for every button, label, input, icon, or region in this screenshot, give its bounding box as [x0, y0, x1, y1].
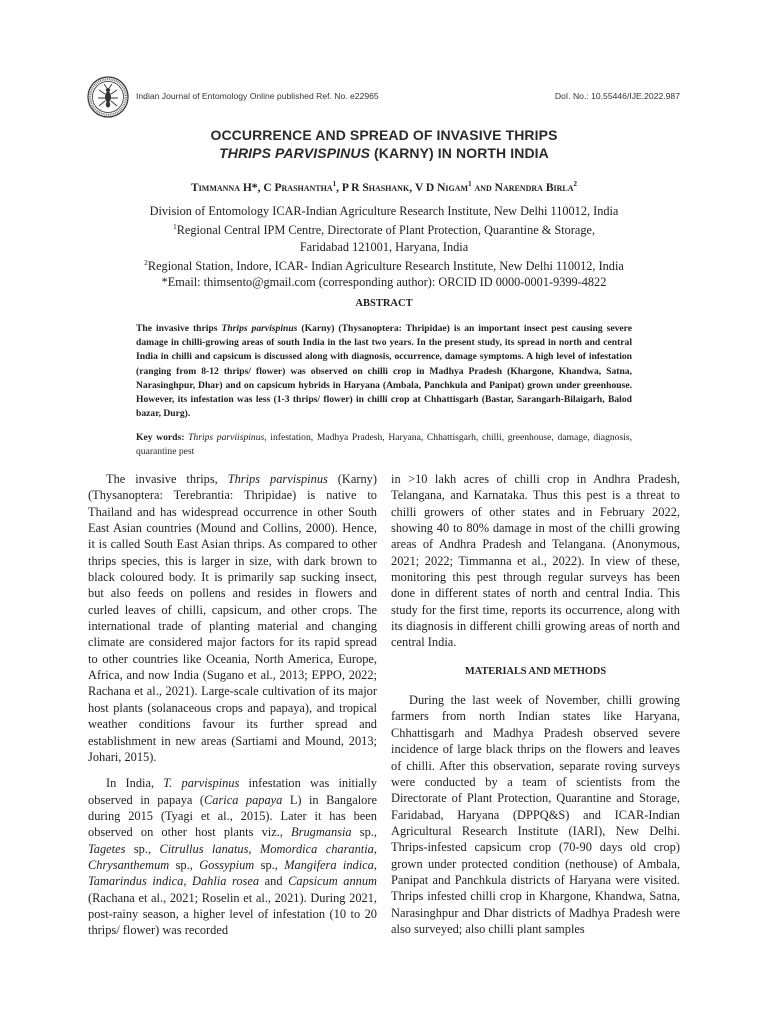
- section-heading-materials-methods: MATERIALS AND METHODS: [464, 665, 607, 677]
- author-0: Timmanna H*: [190, 181, 258, 194]
- author-2: P R Shashank: [341, 181, 410, 194]
- text-run: infestation was initially observed in papaya (: [88, 776, 377, 807]
- text-run: sp.,: [169, 857, 200, 872]
- text-run: (Rachana et al., 2021; Roselin et al., 2021). During 2021, post-rainy season, a higher level of infestation (10 to 20 thrips/ flower) was recorded: [88, 890, 377, 938]
- journal-reference: Indian Journal of Entomology Online published Ref. No. e22965: [136, 91, 379, 101]
- doi-number: DoI. No.: 10.55446/IJE.2022.987: [554, 91, 680, 101]
- keywords-label: Key words:: [136, 432, 185, 443]
- title-line-2: [0, 144, 768, 162]
- italic-species-name: Brugmansia: [291, 825, 352, 840]
- italic-species-name: Capsicum annum: [288, 874, 377, 889]
- text-run: ,: [183, 874, 192, 889]
- author-1: C Prashantha: [263, 181, 333, 194]
- text-run: (Karny) (Thysanoptera: Terebrantia: Thripidae) is native to Thailand and has widespread occurrence in other South East Asian countries (Mound and Collins, 2000). Hence, it is called South East Asian thrips. As compared to other thrips species, this is larger in size, with dark brown to black coloured body. It is primarily sap sucking insect, but also feeds on pollens and resides in flowers and curled leaves of chilli, capsicum, and other crops. The international trade of planting material and changing climate are considered major factors for its rapid spread to other countries like Oceania, North America, Europe, Africa, and now India (Sugano et al., 2013; EPPO, 2022; Rachana et al., 2021). Large-scale cultivation of its major host plants (solanaceous crops and papaya), and tropical weather conditions favour its further spread and establishment in new areas (Sartiami and Mound, 2013; Johari, 2015).: [88, 472, 377, 764]
- italic-species-name: Mangifera indica: [284, 857, 374, 872]
- text-run: L) in Bangalore during 2015 (Tyagi et al., 2015). Later it has been observed on other host plants viz.,: [88, 792, 378, 840]
- paper-title: [0, 126, 768, 162]
- title-line-2-rest: (KARNY) IN NORTH INDIA: [370, 145, 549, 161]
- text-run: sp.,: [125, 841, 160, 856]
- affiliation-1-cont: Faridabad 121001, Haryana, India: [299, 239, 469, 254]
- text-run: and: [259, 874, 289, 889]
- author-3-sup: 1: [468, 180, 472, 188]
- intro-paragraph-2: [88, 775, 377, 938]
- author-list: Timmanna H*, C Prashantha$^1$, P R Shashank, V D Nigam$^1$ and Narendra Birla$^2$: [190, 180, 578, 194]
- intro-paragraph-3: in >10 lakh acres of chilli crop in Andhra Pradesh, Telangana, and Karnataka. Thus this pest is a threat to chilli growers of other states and in February 2022, showing 40 to 80% damage in most of the chilli growing areas of Andhra Pradesh and Telangana. (Anonymous, 2021; 2022; Timmanna et al., 2022). In view of these, monitoring this pest through regular surveys has been done in different states of north and central India. This study for the first time, reports its occurrence, along with its diagnosis in different chilli growing areas of north and central India.: [391, 472, 680, 650]
- italic-species-name: T. parvispinus: [163, 776, 240, 791]
- methods-paragraph-1: During the last week of November, chilli growing farmers from north Indian states like Haryana, Chhattisgarh and Madhya Pradesh observed severe incidence of large black thrips on the flowers and leaves of chilli. After this observation, separate roving surveys were conducted by a team of scientists from the Directorate of Plant Protection, Quarantine and Storage, Faridabad, Haryana (DPPQ&S) and ICAR-Indian Agricultural Research Institute (IARI), New Delhi. Thrips-infested capsicum crop (70-90 days old crop) grown under protected condition (nethouse) of Ambala, Panipat and Panchkula districts of Haryana were visited. Thrips infested chilli crop in Khargone, Khandwa, Satna, Narasinghpur and Dhar districts of Madhya Pradesh were also surveyed; also chilli plant samples: [391, 693, 680, 936]
- author-4: Narendra Birla: [494, 181, 574, 194]
- keywords: Key words: Thrips parviispinus, infestation, Madhya Pradesh, Haryana, Chhattisgarh, chilli, greenhouse, damage, diagnosis, quarantine pest: [136, 432, 632, 457]
- italic-species-name: Carica papaya: [203, 792, 283, 807]
- abstract-text: The invasive thrips Thrips parvispinus (Karny) (Thysanoptera: Thripidae) is an important insect pest causing severe damage in chilli-growing areas of south India in the last two years. In the present study, its spread in north and central India in chilli and capsicum is discussed along with diagnosis, occurrence, damage symptoms. A high level of infestation (ranging from 8-12 thrips/ flower) was observed on chilli crop in Madhya Pradesh (Khargone, Khandwa, Satna, Narasinghpur, Dhar) and on capsicum hybrids in Haryana (Ambala, Panchkula and Panipat) grown under greenhouse. However, its infestation was less (1-3 thrips/ flower) in chilli crop at Chhattisgarh (Bastar, Sarangarh-Bilaigarh, Balod bazar, Durg).: [136, 323, 633, 420]
- affiliations: [0, 203, 768, 290]
- text-run: The invasive thrips,: [106, 472, 228, 486]
- title-species-name: THRIPS PARVISPINUS: [219, 145, 371, 161]
- entomology-society-seal-icon: [87, 76, 129, 118]
- text-run: sp.,: [254, 857, 285, 872]
- affiliation-2: $^2$Regional Station, Indore, ICAR- Indian Agriculture Research Institute, New Delhi 110012, India: [144, 257, 624, 273]
- affiliation-1: $^1$Regional Central IPM Centre, Directorate of Plant Protection, Quarantine & Storage,: [172, 222, 596, 238]
- author-3: V D Nigam: [414, 181, 469, 194]
- italic-species-name: Citrullus lanatus: [159, 841, 249, 856]
- author-4-sup: 2: [573, 180, 578, 188]
- corresponding-email: *Email: thimsento@gmail.com (corresponding author): ORCID ID 0000-0001-9399-4822: [161, 275, 607, 289]
- italic-species-name: Gossypium: [199, 857, 255, 872]
- body-column-right: [391, 471, 680, 937]
- italic-species-name: Dahlia rosea: [192, 874, 260, 889]
- author-1-sup: 1: [332, 180, 337, 188]
- italic-species-name: Tagetes: [88, 841, 126, 856]
- italic-species-name: Chrysanthemum: [88, 857, 170, 872]
- text-run: ,: [373, 841, 377, 856]
- title-line-1: OCCURRENCE AND SPREAD OF INVASIVE THRIPS: [210, 127, 558, 143]
- abstract-heading: ABSTRACT: [355, 298, 413, 309]
- text-run: sp.,: [351, 825, 377, 840]
- text-run: ,: [248, 841, 260, 856]
- intro-paragraph-1: [88, 471, 377, 765]
- italic-species-name: Thrips parvispinus: [227, 472, 328, 486]
- body-column-left: [88, 471, 377, 939]
- italic-species-name: Tamarindus indica: [88, 874, 184, 889]
- affiliation-0: Division of Entomology ICAR-Indian Agriculture Research Institute, New Delhi 110012, India: [149, 204, 619, 218]
- text-run: In India,: [106, 776, 164, 791]
- text-run: ,: [373, 857, 377, 872]
- italic-species-name: Momordica charantia: [259, 841, 374, 856]
